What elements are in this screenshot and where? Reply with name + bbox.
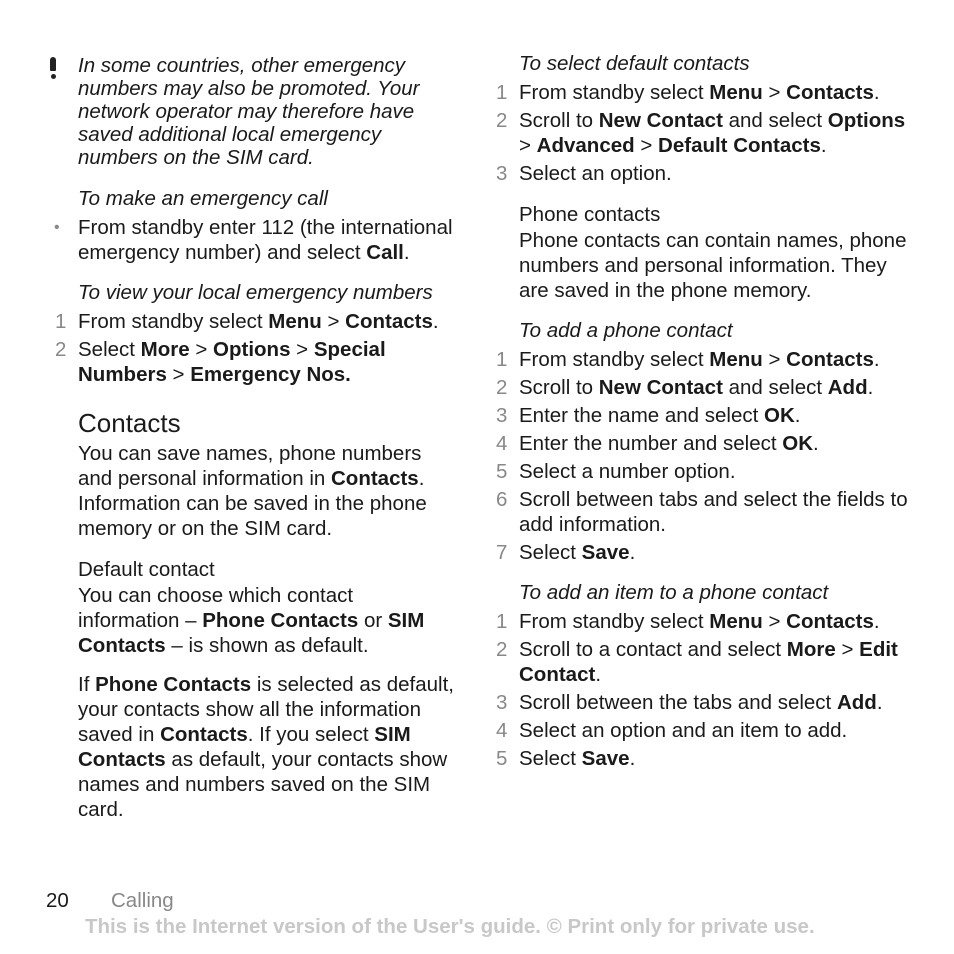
text-run: Scroll to a contact and select <box>519 638 787 661</box>
ui-term: Phone Contacts <box>202 609 359 632</box>
step-item <box>55 309 458 334</box>
right-column <box>496 52 919 774</box>
step-item <box>496 637 919 687</box>
text-run: . If you select <box>247 723 375 746</box>
step-item <box>496 746 919 771</box>
text-run: . <box>794 404 801 427</box>
default-contact-paragraph-1 <box>78 583 458 658</box>
step-number: 3 <box>496 162 508 185</box>
step-list-add-item <box>496 609 919 771</box>
text-run: > <box>762 81 787 104</box>
step-item <box>496 347 919 372</box>
ui-term: Options <box>213 338 291 361</box>
text-run: Enter the number and select <box>519 432 783 455</box>
text-run: From standby select <box>78 310 269 333</box>
ui-term: Emergency Nos. <box>190 363 351 386</box>
text-run: > <box>166 363 191 386</box>
step-list-emergency-call <box>54 215 458 265</box>
text-run: Scroll to <box>519 109 599 132</box>
contacts-intro <box>78 441 458 541</box>
ui-term: Save <box>581 541 630 564</box>
step-item <box>496 690 919 715</box>
exclamation-icon <box>50 57 56 75</box>
text-run: . <box>873 348 880 371</box>
internet-version-notice: This is the Internet version of the User's guide. © Print only for private use. <box>85 915 815 938</box>
step-number: 4 <box>496 432 508 455</box>
step-number: 1 <box>496 610 508 633</box>
procedure-title-local-emergency: To view your local emergency numbers <box>78 281 433 304</box>
text-run: > <box>762 610 787 633</box>
step-item <box>496 403 919 428</box>
ui-term: Menu <box>709 610 763 633</box>
ui-term: New Contact <box>598 376 723 399</box>
ui-term: More <box>140 338 190 361</box>
ui-term: Contacts <box>786 348 874 371</box>
step-number: 4 <box>496 719 508 742</box>
text-run: . Information can be saved in the phone memory or on the SIM card. <box>78 467 427 540</box>
text-run: Select <box>519 541 582 564</box>
text-run: > <box>290 338 314 361</box>
text-run: From standby select <box>519 348 710 371</box>
text-run: > <box>634 134 659 157</box>
step-item <box>496 431 919 456</box>
ui-term: Contacts <box>345 310 433 333</box>
bullet-icon: • <box>54 219 60 236</box>
text-run: From standby select <box>519 81 710 104</box>
step-number: 2 <box>496 638 508 661</box>
ui-term: Default Contacts <box>658 134 821 157</box>
text-run: You can save names, phone numbers and personal information in <box>78 442 422 490</box>
section-name: Calling <box>111 889 174 912</box>
text-run: If <box>78 673 96 696</box>
step-number: 2 <box>55 338 67 361</box>
step-item <box>496 540 919 565</box>
procedure-title-select-default: To select default contacts <box>519 52 750 75</box>
ui-term: Menu <box>709 81 763 104</box>
ui-term: Call <box>366 241 404 264</box>
text-run: . <box>867 376 874 399</box>
step-number: 1 <box>496 348 508 371</box>
ui-term: Contacts <box>786 81 874 104</box>
step-number: 3 <box>496 404 508 427</box>
ui-term: SIM Contacts <box>78 723 411 771</box>
ui-term: Menu <box>268 310 322 333</box>
text-run: . <box>629 747 636 770</box>
ui-term: SIM Contacts <box>78 609 425 657</box>
text-run: . <box>432 310 439 333</box>
text-run: . <box>873 81 880 104</box>
text-run: is selected as default, your contacts show all the information saved in <box>78 673 454 746</box>
text-run: as default, your contacts show names and numbers saved on the SIM card. <box>78 748 448 821</box>
text-run: Select an option. <box>519 162 672 185</box>
text-run: Select a number option. <box>519 460 736 483</box>
step-list-add-contact <box>496 347 919 565</box>
page-number: 20 <box>46 889 69 912</box>
ui-term: Phone Contacts <box>95 673 252 696</box>
ui-term: Edit Contact <box>519 638 898 686</box>
step-item <box>55 337 458 387</box>
text-run: . <box>629 541 636 564</box>
step-number: 2 <box>496 376 508 399</box>
procedure-title-add-item: To add an item to a phone contact <box>519 581 829 604</box>
text-run: and select <box>722 109 828 132</box>
step-list-local-emergency <box>55 309 458 387</box>
text-run: Scroll between tabs and select the fields to add information. <box>519 488 908 536</box>
text-run: and select <box>722 376 828 399</box>
text-run: . <box>813 432 819 455</box>
step-number: 5 <box>496 747 508 770</box>
phone-contacts-heading: Phone contacts <box>519 203 661 226</box>
step-item <box>496 718 919 743</box>
ui-term: Contacts <box>160 723 248 746</box>
text-run: . <box>595 663 602 686</box>
text-run: > <box>519 134 537 157</box>
warning-note <box>78 54 458 169</box>
phone-contacts-paragraph: Phone contacts can contain names, phone numbers and personal information. They are saved in the phone memory. <box>519 229 907 302</box>
default-contact-paragraph-2 <box>78 672 458 822</box>
text-run: > <box>762 348 787 371</box>
ui-term: Add <box>836 691 877 714</box>
default-contact-heading: Default contact <box>78 558 215 581</box>
text-run: > <box>189 338 214 361</box>
text-run: Select <box>519 747 582 770</box>
step-item <box>496 459 919 484</box>
text-run: – is shown as default. <box>165 634 369 657</box>
step-item <box>496 487 919 537</box>
ui-term: New Contact <box>598 109 723 132</box>
text-run: . <box>876 691 883 714</box>
procedure-title-emergency-call: To make an emergency call <box>78 187 328 210</box>
ui-term: Contacts <box>331 467 419 490</box>
left-column <box>54 52 458 822</box>
step-item <box>496 80 919 105</box>
procedure-title-add-contact: To add a phone contact <box>519 319 733 342</box>
ui-term: Add <box>827 376 868 399</box>
step-item <box>54 215 458 265</box>
ui-term: Options <box>827 109 906 132</box>
text-run: > <box>321 310 346 333</box>
warning-note-text: In some countries, other emergency numbers may also be promoted. Your network operator may therefore have saved additional local emergency numbers on the SIM card. <box>78 54 420 169</box>
text-run: You can choose which contact information – <box>78 584 354 632</box>
text-run: > <box>835 638 860 661</box>
text-run: From standby select <box>519 610 710 633</box>
text-run: . <box>873 610 880 633</box>
ui-term: Menu <box>709 348 763 371</box>
step-item <box>496 375 919 400</box>
section-title-contacts: Contacts <box>78 408 181 438</box>
ui-term: OK <box>764 404 795 427</box>
step-number: 1 <box>496 81 508 104</box>
text-run: or <box>358 609 388 632</box>
text-run: From standby enter 112 (the international emergency number) and select <box>78 216 453 264</box>
step-number: 7 <box>496 541 508 564</box>
text-run: Scroll between the tabs and select <box>519 691 837 714</box>
step-list-select-default <box>496 80 919 186</box>
step-item <box>496 161 919 186</box>
step-item <box>496 108 919 158</box>
step-number: 6 <box>496 488 508 511</box>
ui-term: Contacts <box>786 610 874 633</box>
ui-term: Save <box>581 747 630 770</box>
ui-term: More <box>786 638 836 661</box>
ui-term: OK <box>782 432 813 455</box>
text-run: Scroll to <box>519 376 599 399</box>
step-number: 2 <box>496 109 508 132</box>
text-run: Select <box>78 338 141 361</box>
text-run: . <box>820 134 827 157</box>
ui-term: Advanced <box>536 134 635 157</box>
ui-term: Special Numbers <box>78 338 386 386</box>
step-number: 1 <box>55 310 67 333</box>
text-run: Select an option and an item to add. <box>519 719 848 742</box>
step-number: 3 <box>496 691 508 714</box>
text-run: Enter the name and select <box>519 404 765 427</box>
step-number: 5 <box>496 460 508 483</box>
step-item <box>496 609 919 634</box>
text-run: . <box>403 241 410 264</box>
